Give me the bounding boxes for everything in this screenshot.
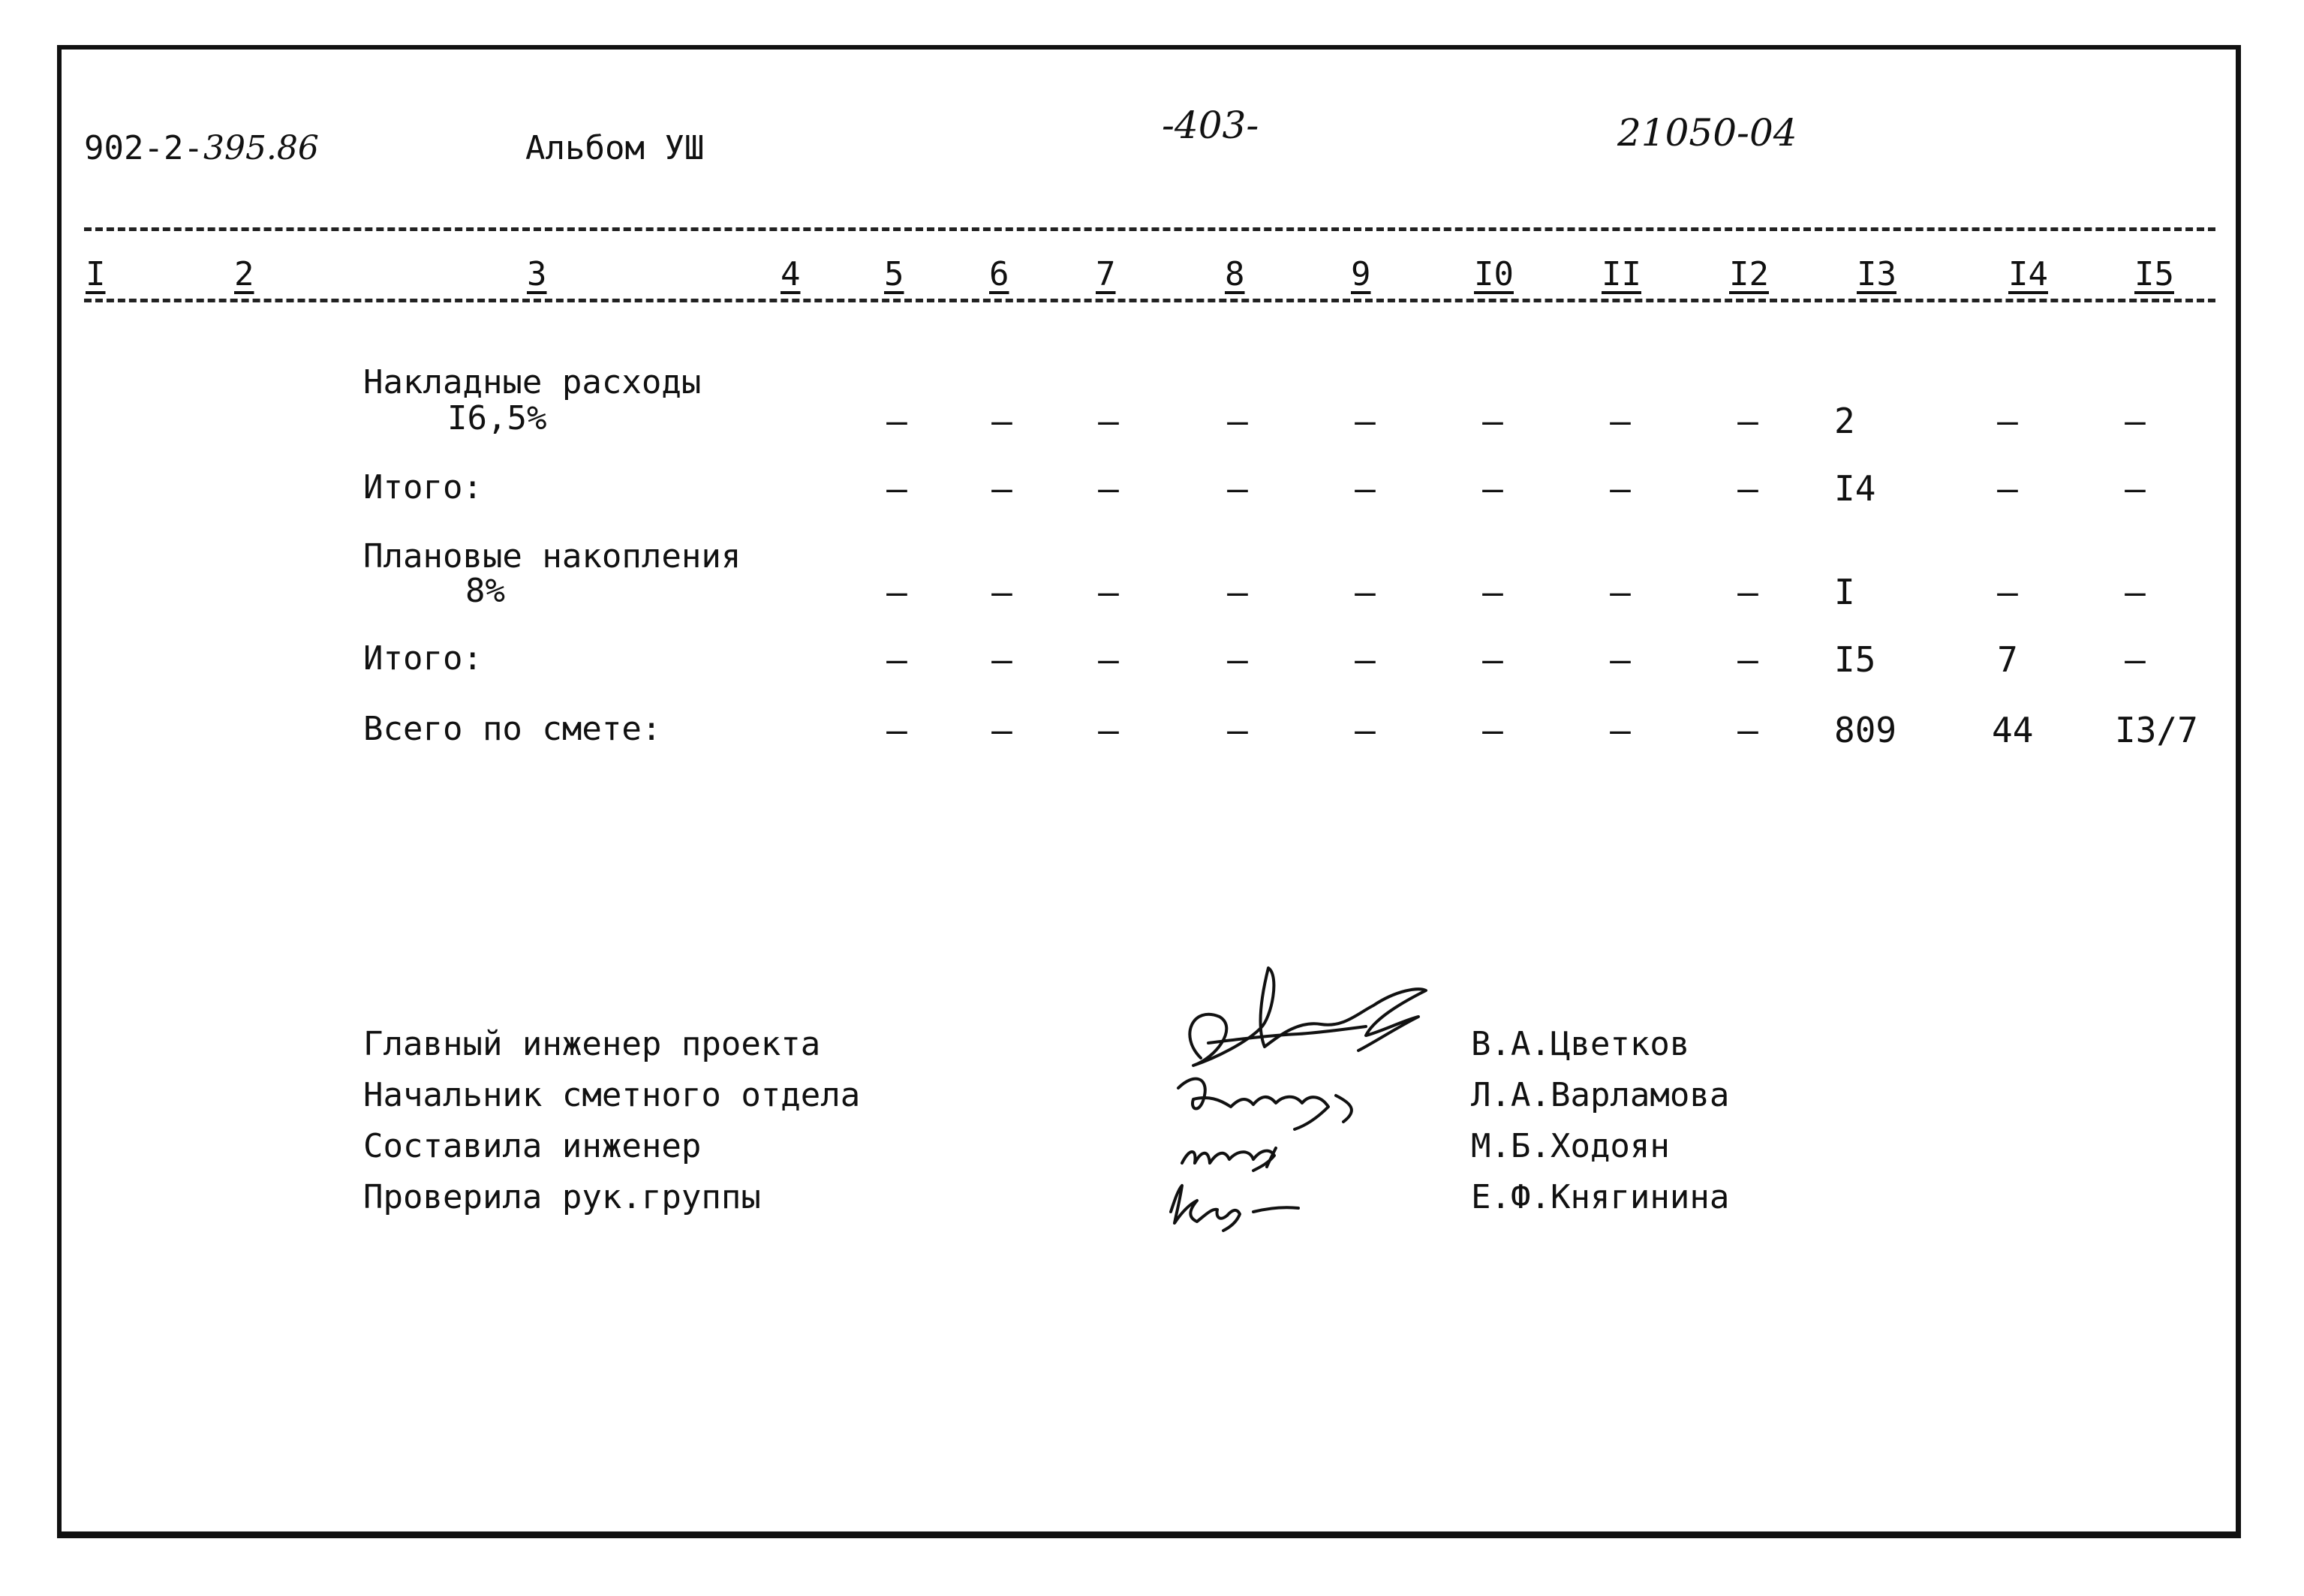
dashed-rule-bottom: [84, 299, 2215, 302]
table-cell: –: [1482, 401, 1503, 441]
table-cell: –: [1355, 401, 1376, 441]
table-cell: –: [991, 572, 1012, 612]
table-cell: –: [886, 639, 907, 680]
doc-reference: 21050-04: [1617, 111, 1797, 155]
table-cell: –: [991, 639, 1012, 680]
table-cell: –: [886, 401, 907, 441]
table-cell: –: [1737, 468, 1758, 509]
table-cell: –: [1355, 710, 1376, 750]
signature-role: Проверила рук.группы: [363, 1178, 761, 1216]
column-number: 6: [989, 255, 1009, 293]
column-number: I5: [2134, 255, 2174, 293]
table-cell: –: [1227, 639, 1248, 680]
table-cell: –: [1482, 468, 1503, 509]
table-cell: –: [991, 468, 1012, 509]
table-cell: –: [1610, 639, 1631, 680]
table-cell: 44: [1992, 710, 2034, 750]
row-label: Всего по смете:: [363, 710, 662, 748]
row-sublabel: I6,5%: [447, 399, 547, 437]
doc-code: [84, 129, 319, 167]
table-cell: –: [1098, 639, 1119, 680]
table-cell: –: [1227, 572, 1248, 612]
table-cell: –: [1355, 639, 1376, 680]
signature-role: Составила инженер: [363, 1127, 702, 1165]
table-cell: –: [1227, 710, 1248, 750]
table-cell: –: [1610, 401, 1631, 441]
table-cell: –: [886, 710, 907, 750]
table-cell: –: [2125, 572, 2146, 612]
page-frame: [57, 45, 2241, 1538]
signature-name: Е.Ф.Княгинина: [1471, 1178, 1730, 1216]
table-cell: –: [2125, 639, 2146, 680]
table-cell: –: [1737, 639, 1758, 680]
table-cell: –: [1737, 401, 1758, 441]
table-cell: –: [1227, 468, 1248, 509]
table-cell: I5: [1834, 639, 1876, 680]
table-cell: –: [1610, 572, 1631, 612]
row-label: Итого:: [363, 468, 483, 506]
table-cell: –: [1098, 572, 1119, 612]
row-label: Накладные расходы: [363, 363, 702, 401]
signature-name: Л.А.Варламова: [1471, 1076, 1730, 1114]
table-cell: –: [1098, 468, 1119, 509]
table-cell: –: [1997, 401, 2018, 441]
signature-name: М.Б.Ходоян: [1471, 1127, 1670, 1165]
column-number: I0: [1474, 255, 1514, 293]
handwritten-signatures: [1148, 945, 1448, 1238]
table-cell: –: [1997, 468, 2018, 509]
table-cell: –: [1355, 468, 1376, 509]
table-cell: –: [2125, 401, 2146, 441]
table-cell: I: [1834, 572, 1855, 612]
row-label: Итого:: [363, 639, 483, 678]
table-cell: –: [2125, 468, 2146, 509]
dashed-rule-top: [84, 227, 2215, 231]
table-cell: –: [991, 401, 1012, 441]
column-number: I4: [2008, 255, 2048, 293]
table-cell: 809: [1834, 710, 1897, 750]
column-number: I: [86, 255, 106, 293]
row-label: Плановые накопления: [363, 537, 741, 576]
table-cell: 7: [1997, 639, 2018, 680]
page-number: -403-: [1162, 104, 1259, 147]
signature-role: Главный инженер проекта: [363, 1025, 821, 1063]
table-cell: –: [1098, 710, 1119, 750]
table-cell: –: [1098, 401, 1119, 441]
column-number: I3: [1857, 255, 1896, 293]
table-cell: –: [1610, 468, 1631, 509]
signature-role: Начальник сметного отдела: [363, 1076, 861, 1114]
table-cell: 2: [1834, 401, 1855, 441]
column-number: 3: [527, 255, 547, 293]
column-number: 4: [781, 255, 801, 293]
table-cell: –: [991, 710, 1012, 750]
column-number: 7: [1096, 255, 1116, 293]
signature-name: В.А.Цветков: [1471, 1025, 1690, 1063]
table-cell: –: [886, 572, 907, 612]
doc-code-prefix: 902-2-: [84, 129, 203, 167]
column-number: 2: [234, 255, 254, 293]
table-cell: –: [886, 468, 907, 509]
album-title: Альбом УШ: [525, 129, 705, 167]
column-number: 8: [1225, 255, 1245, 293]
table-cell: –: [1227, 401, 1248, 441]
table-cell: I4: [1834, 468, 1876, 509]
table-cell: –: [1610, 710, 1631, 750]
table-cell: –: [1482, 572, 1503, 612]
row-sublabel: 8%: [465, 572, 505, 610]
table-cell: –: [1482, 639, 1503, 680]
table-cell: I3/7: [2115, 710, 2198, 750]
doc-code-handwritten: 395.86: [203, 129, 319, 167]
column-number: II: [1602, 255, 1641, 293]
table-cell: –: [1737, 572, 1758, 612]
column-number: 9: [1351, 255, 1371, 293]
table-cell: –: [1482, 710, 1503, 750]
column-number: 5: [884, 255, 904, 293]
table-cell: –: [1997, 572, 2018, 612]
table-cell: –: [1355, 572, 1376, 612]
column-number: I2: [1729, 255, 1769, 293]
table-cell: –: [1737, 710, 1758, 750]
